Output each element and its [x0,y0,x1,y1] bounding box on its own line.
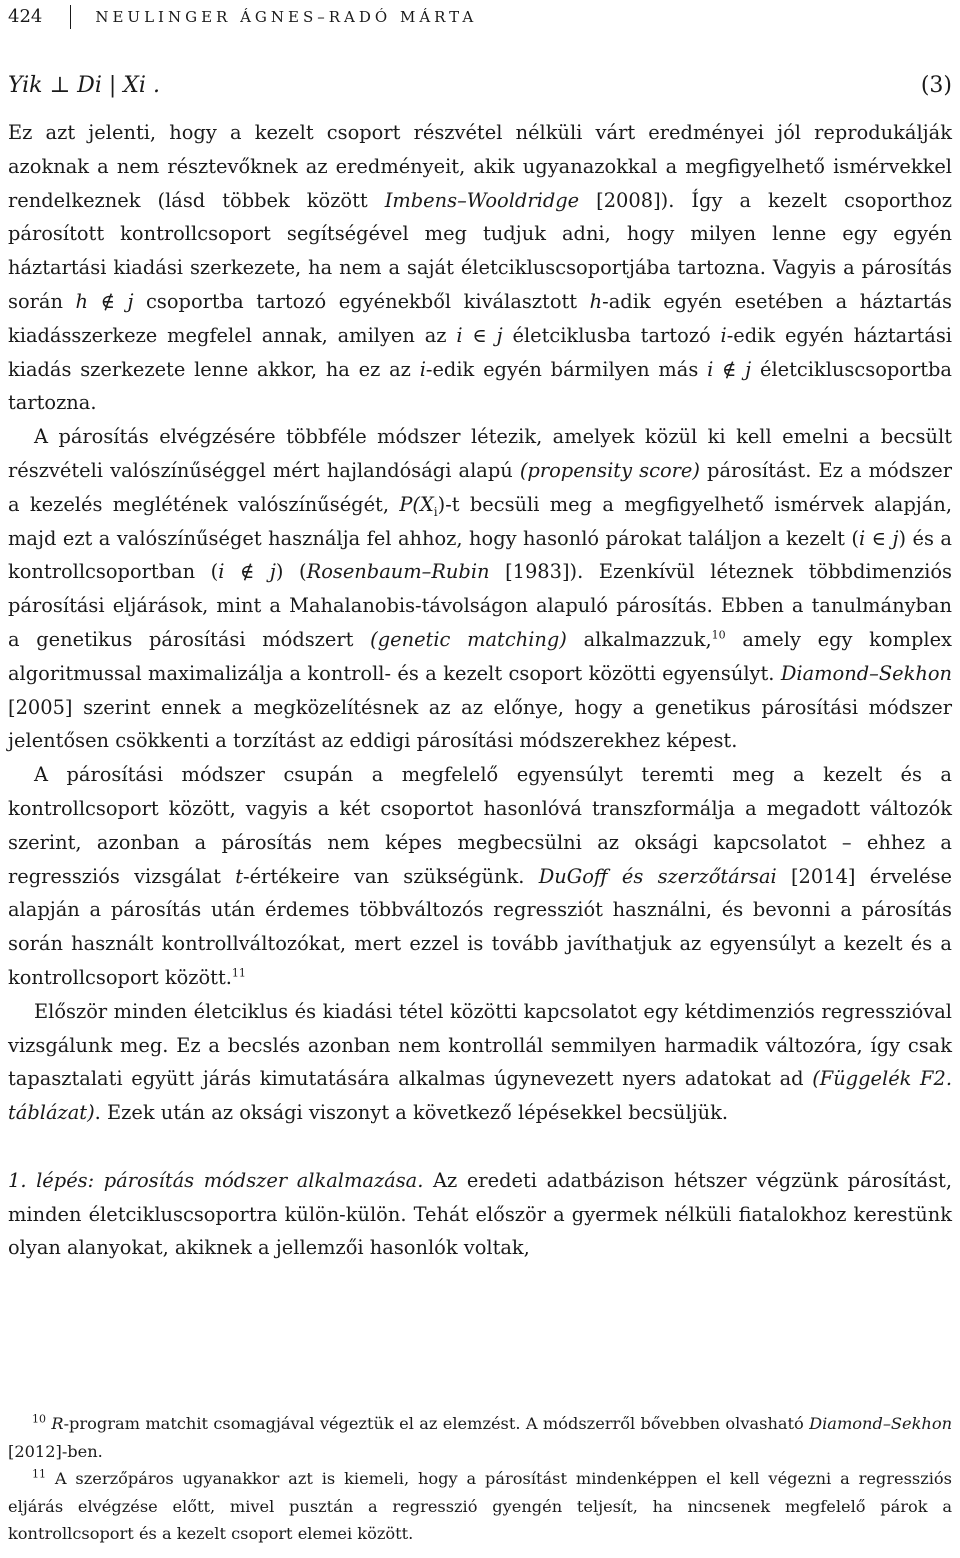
citation: Diamond–Sekhon [809,1414,952,1433]
text-run: alkalmazzuk, [566,627,712,651]
body-text [8,116,952,1265]
citation: Imbens–Wooldridge [384,188,580,212]
equation-3 [8,66,952,106]
math-inline: i ∉ j [218,560,276,584]
footnote-10 [8,1410,952,1465]
paragraph-2 [8,420,952,758]
math-inline: i ∉ j [707,357,752,381]
text-run: Ez azt jelenti, hogy a kezelt csoport részvétel nélküli várt eredményei jól reprodukálják azoknak a nem résztevőknek az eredményeit, akik ugyanazokkal a megfigyelhető ismérvekkel rendelkeznek (lásd többek között [8,121,952,212]
equation-expression: Yik ⊥ Di | Xi . [8,73,160,98]
running-header [8,2,948,32]
text-run: A párosítás elvégzésére többféle módszer létezik, amelyek közül ki kell emelni a becsült részvételi valószínűséggel mért hajlandósági alapú [8,425,952,482]
math-inline: t [235,864,244,888]
paragraph-4 [8,995,952,1130]
citation: DuGoff és szerzőtársai [538,864,777,888]
step-heading: 1. lépés: párosítás módszer alkalmazása. [8,1168,424,1192]
math-inline: i ∈ j [858,526,899,550]
text-run: -edik egyén bármilyen más [425,357,708,381]
text-run: -edik egyén háztartási kiadás szerkezete lenne akkor, ha ez az [8,323,952,381]
text-run: életcikluscsoportba tartozna. [8,357,952,415]
footnote-number: 10 [32,1412,46,1426]
text-run: Először minden életciklus és kiadási tétel közötti kapcsolatot egy kétdimenziós regresszióval vizsgálunk meg. Ez a becslés azonban nem kontrollál semmilyen harmadik változóra, így csak tapasztalati együtt járás kimutatására alkalmas úgynevezett nyers adatokat ad [8,999,952,1091]
text-run: -program matchit csomagjával végeztük el az elemzést. A módszerről bővebben olvasható [63,1414,810,1433]
text-run: ) ( [275,560,307,584]
text-run: [2012]-ben. [8,1441,103,1461]
math-inline: R [51,1414,64,1433]
text-run: ) és a kontrollcsoportban ( [8,526,952,584]
text-run: A párosítási módszer csupán a megfelelő egyensúlyt teremti meg a kezelt és a kontrollcsoport között, vagyis a két csoportot hasonlóvá transzformálja a megadott változók szerint, azonban a párosítás nem képes megbecsülni az oksági kapcsolatot – ehhez a regressziós vizsgálat [8,763,952,888]
text-run: -adik egyén esetében a háztartás kiadásszerkeze megfelel annak, amilyen az [8,289,953,347]
footnotes [8,1410,952,1548]
footnote-11 [8,1465,952,1548]
running-head-authors: NEULINGER ÁGNES–RADÓ MÁRTA [95,8,478,26]
term-english: (propensity score) [519,458,700,482]
appendix-reference: (Függelék F2. táblázat) [8,1067,952,1125]
text-run: csoportba tartozó egyénekből kiválasztott [133,289,590,313]
footnote-number: 11 [32,1467,46,1481]
math-inline: h [589,289,603,313]
equation-number: (3) [920,73,952,98]
text-run: -t becsüli meg a megfigyelhető ismérvek alapján, majd ezt a valószínűséget használja fel ahhoz, hogy hasonló párokat találjon a kezelt ( [8,492,953,550]
header-divider [70,5,71,29]
text-run: A szerzőpáros ugyanakkor azt is kiemeli, hogy a párosítást mindenképpen el kell végezni a regressziós eljárás elvégzése előtt, mivel pusztán a regresszió gyengén teljesít, ha nincsenek megfelelő párok a kontrollcsoport és a kezelt csoport elemei között. [8,1469,952,1543]
text-run: [2014] érvelése alapján a párosítás után érdemes többváltozós regressziót használni, és bevonni a párosítás során használt kontrollváltozókat, mert ezzel is tovább javíthatjuk az egyensúlyt a kezelt és a kontrollcsoport között. [8,864,953,989]
page-number: 424 [8,6,43,27]
math-inline: i [720,323,727,347]
math-inline: i ∈ j [456,323,503,347]
paragraph-3 [8,758,952,995]
text-run: [2005] szerint ennek a megközelítésnek az az előnye, hogy a genetikus párosítási módszer jelentősen csökkenti a torzítást az eddigi párosítási módszerekhez képest. [8,695,952,753]
math-inline: P(X [399,492,434,516]
paragraph-1 [8,116,952,420]
math-subscript: i [433,504,438,519]
text-run: életciklusba tartozó [502,323,721,347]
text-run: [1983]). Ezenkívül léteznek többdimenziós párosítási eljárások, mint a Mahalanobis-távolságon alapuló párosítás. Ebben a tanulmányban a genetikus párosítási módszert [8,560,953,651]
math-inline: h ∉ j [75,289,134,313]
text-run: [2008]). Így a kezelt csoporthoz párosított kontrollcsoport segítségével meg tudjuk adni, hogy milyen lenne egy egyén háztartási kiadási szerkezete, ha nem a saját életcikluscsoportjába tartozna. Vagyis a párosítás során [8,188,952,313]
math-inline: i [419,357,426,381]
footnote-ref[interactable]: 11 [231,966,246,980]
text-run: -értékeire van szükségünk. [243,864,539,888]
paragraph-5 [8,1164,952,1265]
citation: Diamond–Sekhon [780,661,952,685]
text-run: párosítást. Ez a módszer a kezelés meglétének valószínűségét, [8,458,952,516]
math-inline: ) [437,492,446,516]
text-run: . Ezek után az oksági viszonyt a következő lépésekkel becsüljük. [94,1101,729,1125]
text-run: Az eredeti adatbázison hétszer végzünk párosítást, minden életcikluscsoportra külön-külön. Tehát először a gyermek nélküli fiatalokhoz kerestünk olyan alanyokat, akiknek a jellemzői hasonlók voltak, [8,1168,952,1260]
citation: Rosenbaum–Rubin [306,560,490,584]
text-run: amely egy komplex algoritmussal maximalizálja a kontroll- és a kezelt csoport közötti egyensúlyt. [8,627,952,685]
term-english: (genetic matching) [370,627,567,651]
footnote-ref[interactable]: 10 [711,628,726,642]
